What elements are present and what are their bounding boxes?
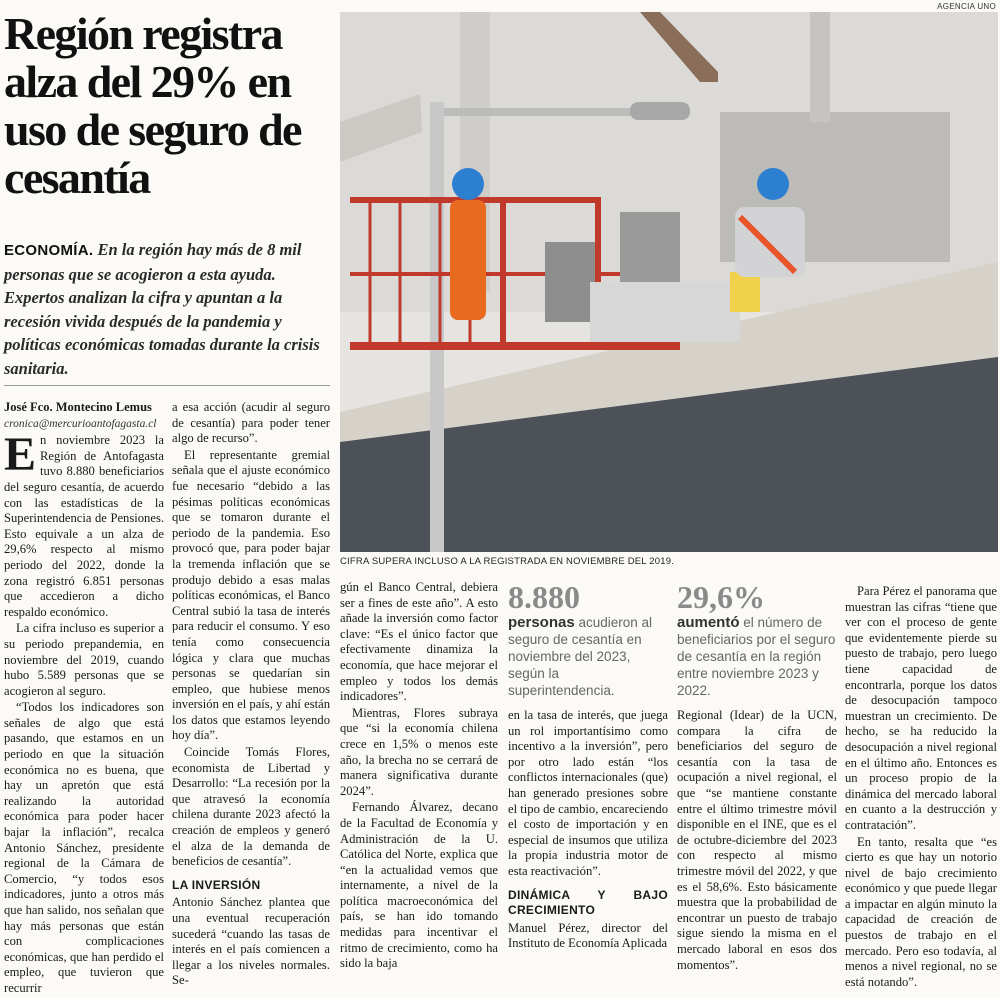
subheading: LA INVERSIÓN [172, 877, 261, 892]
paragraph: en la tasa de interés, que juega un rol importantísimo como incentivo a la inversión”, pero por otro lado están “los conflictos internacionales (que) han generado presiones sobre el tipo de cambio, encareciendo el costo de importación y en especial de insumos que utiliza la propia industria motor de esta reactivación”. [508, 708, 668, 878]
photo-caption: CIFRA SUPERA INCLUSO A LA REGISTRADA EN NOVIEMBRE DEL 2019. [340, 556, 675, 567]
paragraph: Coincide Tomás Flores, economista de Libertad y Desarrollo: “La recesión por la que atravesó la economía chilena durante 2023 afectó la creación de empleos y generó el alza de la demanda de beneficios de cesantía”. [172, 745, 330, 869]
paragraph: Fernando Álvarez, decano de la Facultad de Economía y Administración de la U. Católica del Norte, explica que “en la actualidad vemos que internamente, a nivel de la política macroeconómica del país, se han ido tomando medidas para incentivar el ritmo de crecimiento, como ha sido la baja [340, 800, 498, 971]
article-column-6 [845, 584, 997, 991]
stat-word: personas [508, 614, 575, 631]
lede-text: En la región hay más de 8 mil personas que se acogieron a esta ayuda. Expertos analizan la cifra y apuntan a la recesión vivida después de la pandemia y políticas económicas tomadas durante la crisis sanitaria. [4, 240, 320, 378]
stat-text: el número de beneficiarios por el seguro de cesantía en la región entre noviembre 2023 y 2022. [677, 615, 836, 698]
paragraph: El representante gremial señala que el ajuste económico fue necesario “debido a las pésimas políticas económicas que se tomaron durante el periodo de la pandemia. Eso provocó que, para poder bajar la tremenda inflación que se produjo debido a esas malas políticas económicas, el Banco Central subió la tasa de interés para reducir el consumo. Y eso tenía como consecuencia lógica y clara que muchas personas se quedarían sin empleo, que hubiese menos inversión en el país, y ahí están los datos que estamos leyendo hoy día”. [172, 447, 330, 743]
article-column-5 [677, 708, 837, 974]
divider [4, 385, 330, 386]
headline: Región registra alza del 29% en uso de seguro de cesantía [4, 8, 301, 203]
paragraph: a esa acción (acudir al seguro de cesantía) para poder tener algo de recurso”. [172, 400, 330, 446]
paragraph: En tanto, resalta que “es cierto es que hay un notorio nivel de bajo crecimiento económico y que puede llegar a impactar en algún minuto la capacidad de creación de puestos de trabajo en el mercado. Pero eso todavía, al menos a nivel regional, no se está notando”. [845, 834, 997, 989]
section-tag: ECONOMÍA. [4, 242, 94, 259]
photo-credit: AGENCIA UNO [937, 2, 996, 11]
article-column-1 [4, 400, 164, 998]
subheading: DINÁMICA Y BAJO CRECIMIENTO [508, 887, 668, 918]
stat-number: 29,6% [677, 579, 765, 615]
paragraph: Para Pérez el panorama que muestran las cifras “tiene que ver con el proceso de gente que evidentemente pierde su puesto de trabajo, pero luego tiene capacidad de encontrarla, porque los datos de desocupación tampoco muestran un crecimiento. De hecho, se ha reducido la desocupación a nivel regional en el último año. Entonces es un proceso propio de la dinámica del mercado laboral en cuanto a la destrucción y contratación”. [845, 584, 997, 832]
article-column-3 [340, 580, 498, 973]
byline-author: José Fco. Montecino Lemus [4, 400, 152, 414]
paragraph: Antonio Sánchez plantea que una eventual recuperación sucederá “cuando las tasas de interés en el país comiencen a llegar a los niveles normales. Se- [172, 895, 330, 988]
paragraph: Mientras, Flores subraya que “si la economía chilena crece en 1,5% o menos este año, la brecha no se cerrará de manera significativa durante 2024”. [340, 705, 498, 798]
article-column-4 [508, 708, 668, 953]
paragraph: Manuel Pérez, director del Instituto de Economía Aplicada [508, 920, 668, 951]
stat-number: 8.880 [508, 579, 580, 615]
drop-cap: E [4, 428, 37, 482]
stat-box-1 [508, 580, 668, 699]
lede [4, 238, 326, 380]
stat-box-2 [677, 580, 837, 699]
workers-photo [340, 12, 998, 552]
byline-email: cronica@mercurioantofagasta.cl [4, 417, 157, 430]
paragraph: En noviembre 2023 la Región de Antofagasta tuvo 8.880 beneficiarios del seguro cesantía, de acuerdo con las estadísticas de la Superintendencia de Pensiones. Esto equivale a un alza de 29,6% respecto al mismo periodo del 2022, donde la zona registró 6.851 personas que accedieron a dicho respaldo económico. [4, 428, 164, 619]
paragraph: “Todos los indicadores son señales de algo que está pasando, que estamos en un periodo en que la situación económica no es buena, que hay un apretón que está realizando la autoridad económica para poder hacer bajar la inflación”, recalca Antonio Sánchez, presidente regional de la Cámara de Comercio, “y todos esos indicadores, junto a otros más que han salido, nos señalan que hay más personas que están con complicaciones económicas, que han perdido el empleo, que tuvieron que recurrir [4, 700, 164, 995]
paragraph: Regional (Idear) de la UCN, compara la cifra de beneficiarios del seguro de cesantía con la tasa de ocupación a nivel regional, el que “se mantiene constante entre el último trimestre móvil disponible en el INE, que es el de octubre-diciembre del 2023 con respecto al mismo trimestre móvil del 2022, y que es el 58,6%. Esto básicamente muestra que la probabilidad de encontrar un puesto de trabajo sigue siendo la misma en el mercado laboral en esos dos momentos”. [677, 708, 837, 972]
article-column-2 [172, 400, 330, 990]
stat-text: acudieron al seguro de cesantía en noviembre del 2023, según la superintendencia. [508, 615, 653, 698]
paragraph: La cifra incluso es superior a su periodo prepandemia, en noviembre del 2019, cuando hubo 5.589 personas que se acogieron al seguro. [4, 621, 164, 698]
stat-word: aumentó [677, 614, 740, 631]
paragraph: gún el Banco Central, debiera ser a fines de este año”. A esto añade la inversión como factor clave: “Es el único factor que efectivamente dinamiza la economía, que hace mejorar el empleo y todos los demás indicadores”. [340, 580, 498, 704]
